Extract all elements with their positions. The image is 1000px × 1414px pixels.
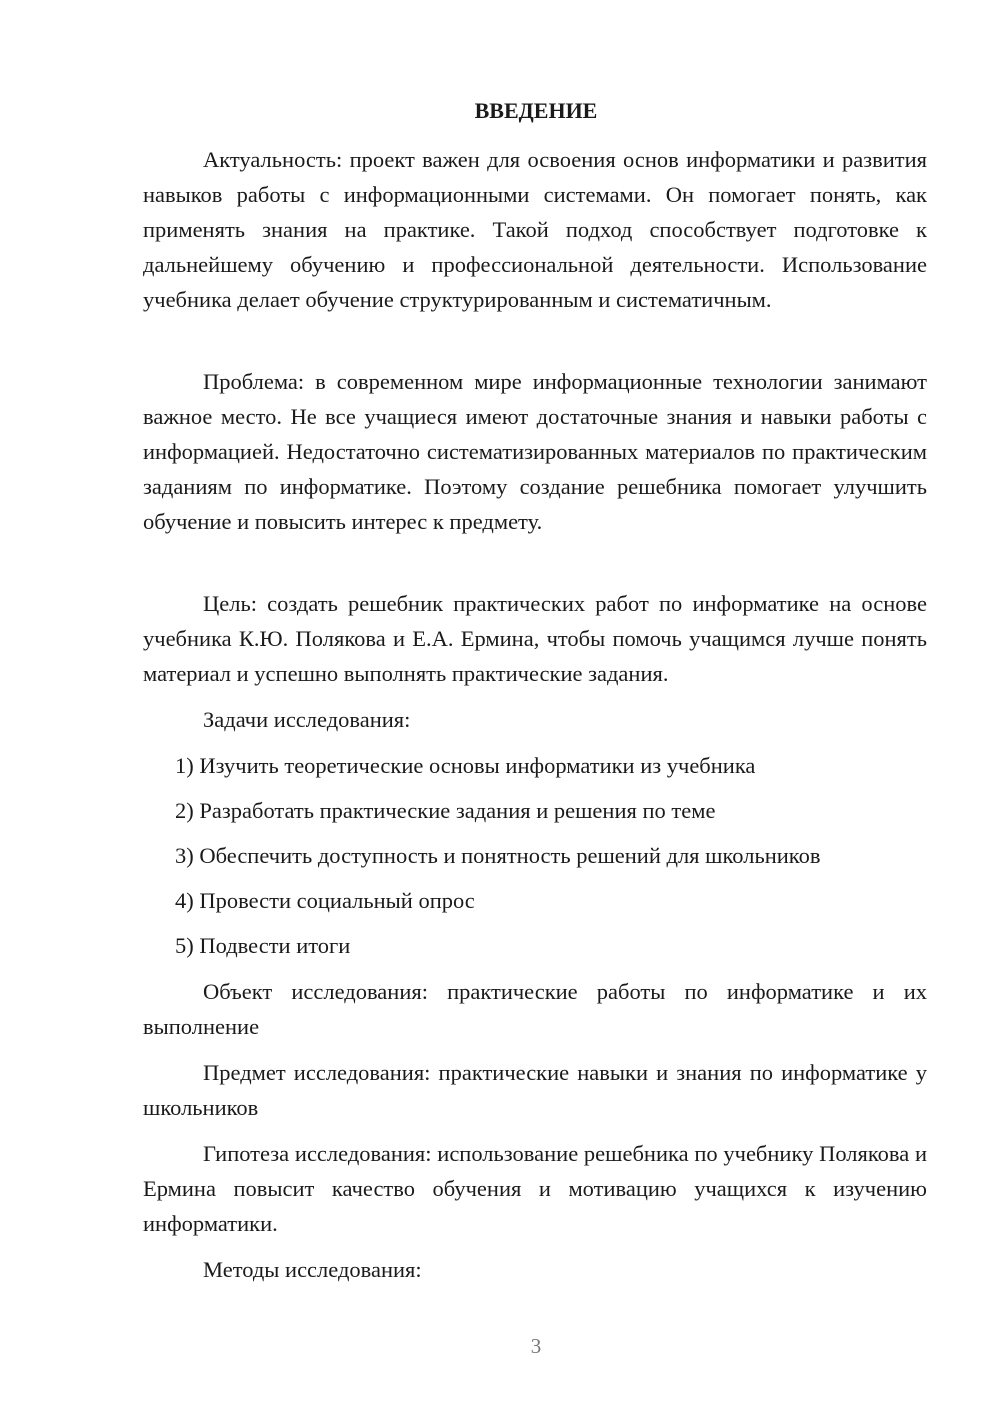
page-title: ВВЕДЕНИЕ: [474, 98, 598, 123]
task-item: 4) Провести социальный опрос: [175, 888, 475, 913]
goal-paragraph: Цель: создать решебник практических работ по информатике на основе учебника К.Ю. Полякова и Е.А. Ермина, чтобы помочь учащимся лучше понять материал и успешно выполнять практические задания.: [143, 591, 927, 686]
relevance-paragraph: Актуальность: проект важен для освоения основ информатики и развития навыков работы с информационными системами. Он помогает понять, как применять знания на практике. Такой подход способствует подготовке к дальнейшему обучению и профессиональной деятельности. Использование учебника делает обучение структурированным и систематичным.: [143, 147, 927, 312]
tasks-heading: Задачи исследования:: [203, 707, 411, 732]
object-paragraph: Объект исследования: практические работы по информатике и их выполнение: [143, 979, 927, 1039]
task-item: 2) Разработать практические задания и решения по теме: [175, 798, 716, 823]
task-item: 3) Обеспечить доступность и понятность решений для школьников: [175, 843, 821, 868]
hypothesis-paragraph: Гипотеза исследования: использование решебника по учебнику Полякова и Ермина повысит качество обучения и мотивацию учащихся к изучению информатики.: [143, 1141, 927, 1236]
subject-paragraph: Предмет исследования: практические навыки и знания по информатике у школьников: [143, 1060, 927, 1120]
page-number: 3: [530, 1334, 542, 1358]
task-item: 5) Подвести итоги: [175, 933, 351, 958]
task-item: 1) Изучить теоретические основы информатики из учебника: [175, 753, 756, 778]
problem-paragraph: Проблема: в современном мире информационные технологии занимают важное место. Не все учащиеся имеют достаточные знания и навыки работы с информацией. Недостаточно систематизированных материалов по практическим заданиям по информатике. Поэтому создание решебника помогает улучшить обучение и повысить интерес к предмету.: [143, 369, 927, 534]
methods-paragraph: Методы исследования:: [203, 1257, 422, 1282]
